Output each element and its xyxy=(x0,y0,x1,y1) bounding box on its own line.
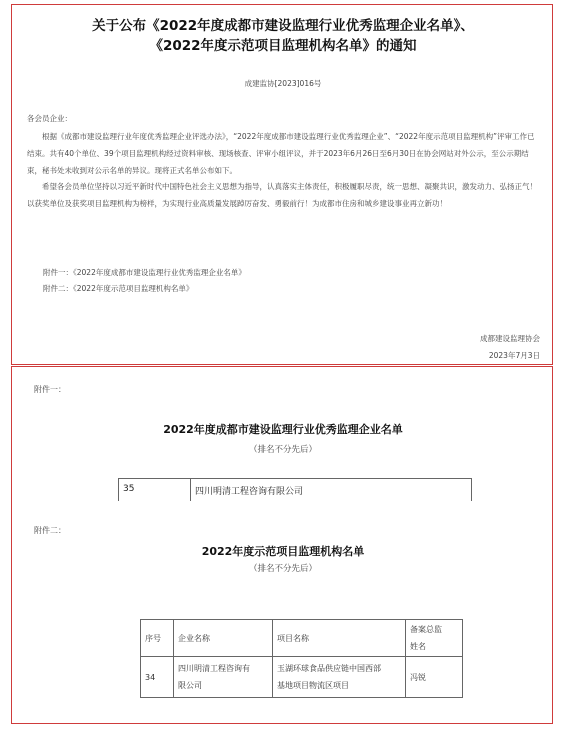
notice-title-line1: 关于公布《2022年度成都市建设监理行业优秀监理企业名单》、 xyxy=(92,18,474,34)
body-paragraph-2: 希望各会员单位坚持以习近平新时代中国特色社会主义思想为指导，认真落实主体责任，积极履职尽责，统一思想、凝聚共识，激发动力、弘扬正气！以获奖单位及获奖项目监理机构为榜样，为实现行业高质量发展踔厉奋发、勇毅前行！为成都市住房和城乡建设事业再立新功！ xyxy=(27,182,537,208)
row-company-line1: 四川明清工程咨询有 xyxy=(178,664,250,673)
enterprise-table-row xyxy=(118,478,472,501)
attachment-reference-2: 附件二：《2022年度示范项目监理机构名单》 xyxy=(43,284,194,293)
row-project-line1: 玉湖环球食品供应链中国西部 xyxy=(277,664,381,673)
row-project-line2: 基地项目物流区项目 xyxy=(277,681,349,690)
project-table xyxy=(140,619,463,698)
attachment-reference-1: 附件一：《2022年度成都市建设监理行业优秀监理企业名单》 xyxy=(43,268,246,277)
attachment-one-title: 2022年度成都市建设监理行业优秀监理企业名单 xyxy=(163,423,403,436)
project-table-header xyxy=(141,620,463,657)
attachment-two-label: 附件二： xyxy=(34,526,66,535)
attachments-panel xyxy=(11,366,553,724)
document-number: 成建监协[2023]016号 xyxy=(244,79,322,88)
attachment-two-subtitle: （排名不分先后） xyxy=(248,564,317,574)
header-seq: 序号 xyxy=(141,620,174,657)
salutation: 各会员企业： xyxy=(27,114,72,123)
header-company: 企业名称 xyxy=(174,620,273,657)
header-project: 项目名称 xyxy=(273,620,406,657)
attachment-one-subtitle: （排名不分先后） xyxy=(248,445,317,455)
row-seq: 34 xyxy=(141,657,174,698)
row-project xyxy=(273,657,406,698)
body-paragraph-1: 根据《成都市建设监理行业年度优秀监理企业评选办法》，“2022年度成都市建设监理行业优秀监理企业”、“2022年度示范项目监理机构”评审工作已结束。共有40个单位、39个项目监理机构经过资料审核、现场核查、评审小组评议，并于2023年6月26日至6月30日在协会网站对外公示，至公示期结束，秘书处未收到对公示名单的异议。现将正式名单公布如下。 xyxy=(27,132,535,175)
enterprise-name-cell: 四川明清工程咨询有限公司 xyxy=(195,487,304,497)
header-supervisor-line2: 姓名 xyxy=(410,642,426,651)
signer-organization: 成都建设监理协会 xyxy=(480,334,540,343)
attachment-two-title: 2022年度示范项目监理机构名单 xyxy=(201,545,365,558)
table-row xyxy=(141,657,463,698)
attachment-one-label: 附件一： xyxy=(34,385,66,394)
row-company-line2: 限公司 xyxy=(178,681,202,690)
notice-date: 2023年7月3日 xyxy=(488,351,540,360)
row-company xyxy=(174,657,273,698)
notice-panel xyxy=(11,4,553,365)
header-supervisor xyxy=(406,620,463,657)
notice-title-line2: 《2022年度示范项目监理机构名单》的通知 xyxy=(149,38,417,54)
enterprise-rank-cell: 35 xyxy=(119,479,191,501)
row-supervisor: 冯锐 xyxy=(406,657,463,698)
header-supervisor-line1: 备案总监 xyxy=(410,625,442,634)
